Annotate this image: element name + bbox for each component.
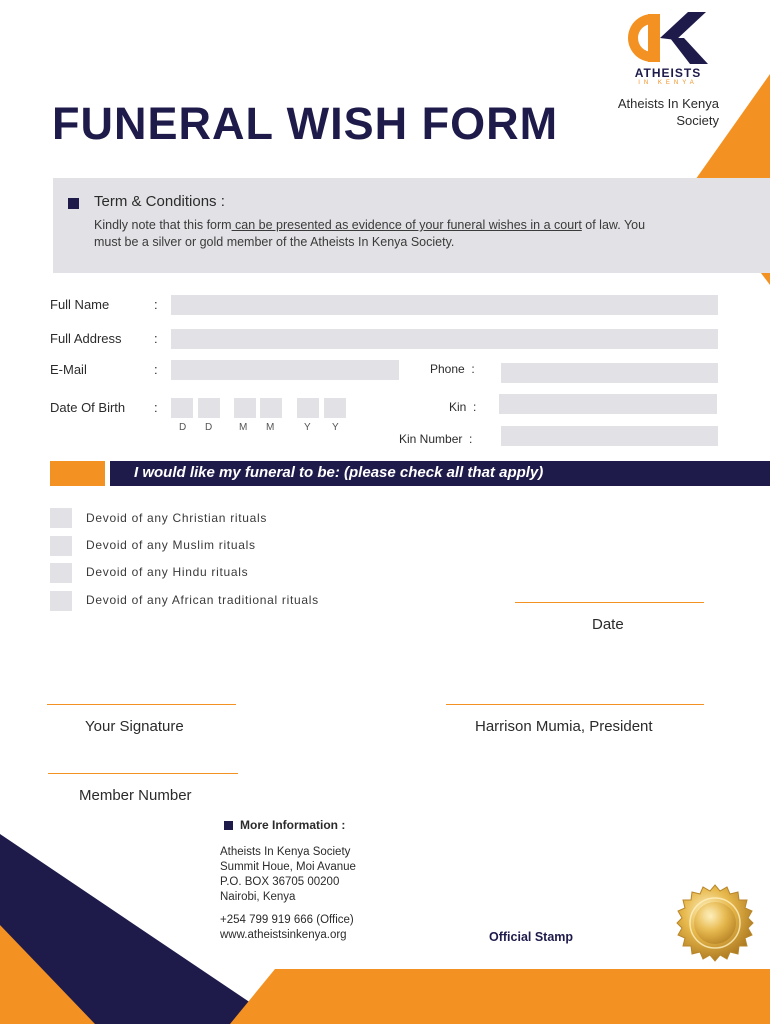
member-number-line[interactable]	[48, 773, 238, 774]
logo-name: ATHEISTS	[634, 66, 702, 80]
option-christian-label: Devoid of any Christian rituals	[86, 511, 268, 525]
terms-bullet-icon	[68, 198, 79, 209]
logo-mark-icon	[618, 8, 718, 66]
dob-hint: Y	[332, 422, 340, 433]
dob-year-2-input[interactable]	[324, 398, 346, 418]
dob-month-1-input[interactable]	[234, 398, 256, 418]
banner-text: I would like my funeral to be: (please check all that apply)	[134, 464, 544, 481]
address-block: Atheists In Kenya Society Summit Houe, Moi Avanue P.O. BOX 36705 00200 Nairobi, Kenya	[220, 846, 356, 903]
more-info-bullet-icon	[224, 821, 233, 830]
full-name-label: Full Name	[50, 297, 110, 312]
dob-month-2-input[interactable]	[260, 398, 282, 418]
terms-heading: Term & Conditions :	[94, 193, 225, 210]
president-signature-line[interactable]	[446, 704, 704, 705]
option-hindu-label: Devoid of any Hindu rituals	[86, 565, 249, 579]
logo-sub: IN KENYA	[638, 80, 698, 86]
bottom-orange-bar	[275, 969, 770, 1024]
your-signature-label: Your Signature	[85, 718, 184, 735]
email-label: E-Mail	[50, 362, 87, 377]
african-checkbox[interactable]	[50, 591, 72, 611]
terms-text: Kindly note that this form can be presented as evidence of your funeral wishes in a court of law. You must be a silver or gold member of the Atheists In Kenya Society.	[94, 218, 646, 249]
hindu-checkbox[interactable]	[50, 563, 72, 583]
website-link[interactable]: www.atheistsinkenya.org	[220, 929, 347, 941]
official-stamp-label: Official Stamp	[489, 930, 574, 944]
org-logo	[618, 8, 718, 90]
org-name: Atheists In Kenya Society	[617, 96, 719, 128]
kin-input[interactable]	[499, 394, 717, 414]
full-address-input[interactable]	[171, 329, 718, 349]
full-name-input[interactable]	[171, 295, 718, 315]
dob-hint: Y	[304, 422, 312, 433]
dob-year-1-input[interactable]	[297, 398, 319, 418]
christian-checkbox[interactable]	[50, 508, 72, 528]
contact-block	[220, 913, 354, 943]
your-signature-line[interactable]	[47, 704, 236, 705]
banner-accent	[50, 461, 105, 486]
date-label: Date	[592, 616, 624, 633]
president-label: Harrison Mumia, President	[475, 718, 653, 735]
gold-seal-icon	[676, 884, 754, 962]
page-title: FUNERAL WISH FORM	[52, 98, 559, 149]
kin-number-label: Kin Number :	[399, 432, 473, 446]
phone-number: +254 799 919 666 (Office)	[220, 914, 354, 926]
phone-label: Phone :	[430, 362, 475, 376]
full-address-label: Full Address	[50, 331, 122, 346]
dob-day-1-input[interactable]	[171, 398, 193, 418]
member-number-label: Member Number	[79, 787, 192, 804]
date-line[interactable]	[515, 602, 704, 603]
kin-number-input[interactable]	[501, 426, 718, 446]
dob-hint: D	[205, 422, 214, 433]
email-input[interactable]	[171, 360, 399, 380]
kin-label: Kin :	[449, 400, 477, 414]
dob-day-2-input[interactable]	[198, 398, 220, 418]
dob-hint: M	[239, 422, 249, 433]
option-african-label: Devoid of any African traditional rituals	[86, 593, 319, 607]
option-muslim-label: Devoid of any Muslim rituals	[86, 538, 256, 552]
dob-hint: M	[266, 422, 276, 433]
more-info-heading: More Information :	[240, 818, 346, 832]
phone-input[interactable]	[501, 363, 718, 383]
muslim-checkbox[interactable]	[50, 536, 72, 556]
dob-hint: D	[179, 422, 188, 433]
dob-label: Date Of Birth	[50, 400, 126, 415]
